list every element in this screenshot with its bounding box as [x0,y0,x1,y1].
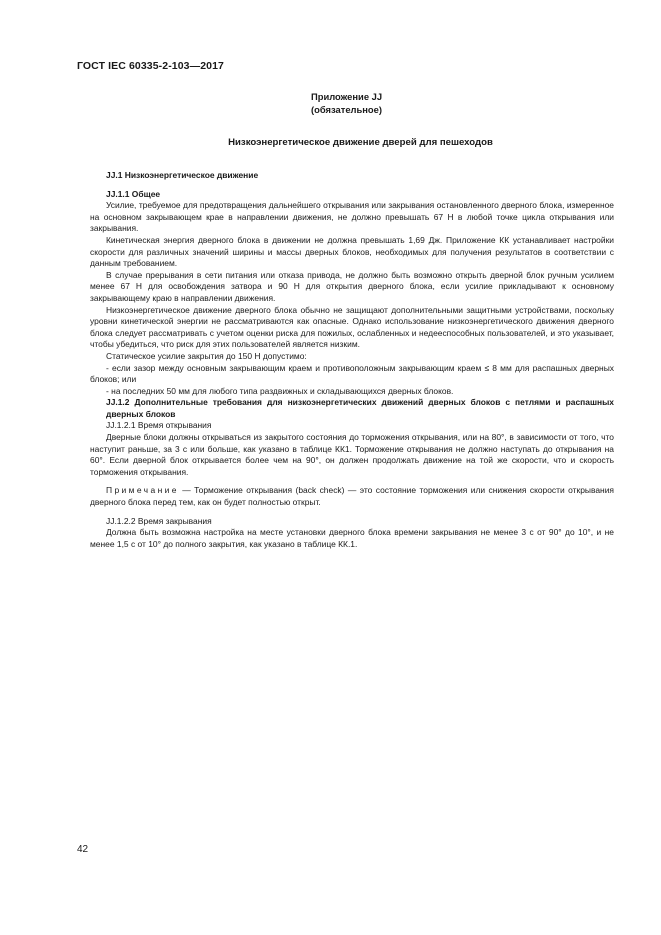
list-item: - если зазор между основным закрывающим краем и противоположным закрывающим краем ≤ 8 мм для распашных дверных блоков; или [90,362,614,385]
section-heading-jj121: JJ.1.2.1 Время открывания [106,420,212,431]
page-title: Низкоэнергетическое движение дверей для пешеходов [228,137,493,148]
paragraph: Низкоэнергетическое движение дверного блока обычно не защищают дополнительными защитными устройствами, поскольку уровни кинетической энергии не рассматриваются как опасные. Однако использование низкоэнергетического движения дверного блока следует рассматривать с учетом оценки риска для пожилых, ослабленных и недееспособных пользователей, и это указывает, чтобы убедиться, что риск для этих пользователей является низким. [90,304,614,350]
appendix-heading [311,90,382,116]
section-heading-jj122: JJ.1.2.2 Время закрывания [106,515,212,526]
appendix-title: Приложение JJ [311,91,383,102]
note [90,485,614,508]
page-number: 42 [77,844,89,855]
document-body [90,170,614,550]
appendix-status: (обязательное) [311,104,382,115]
section-heading-jj12: JJ.1.2 Дополнительные требования для низкоэнергетических движений дверных блоков с петлями и распашных дверных блоков [106,397,614,419]
paragraph: Дверные блоки должны открываться из закрытого состояния до торможения открывания, или на 80°, в зависимости от того, что наступит раньше, за 3 с или больше, как указано в таблице КК1. Торможение открывания не должно наступать до открывания на 60°. Если дверной блок открывается более чем на 90°, он должен продолжать движение на той же скорости, что и скорость торможения открывания. [90,432,614,477]
section-heading-jj11: JJ.1.1 Общее [106,188,161,199]
standard-header: ГОСТ IEC 60335-2-103—2017 [77,60,224,72]
section-heading-jj1: JJ.1 Низкоэнергетическое движение [106,170,259,180]
paragraph: Должна быть возможна настройка на месте установки дверного блока времени закрывания не менее 3 с от 90° до 10°, и не менее 1,5 с от 10° до полного закрытия, как указано в таблице КК.1. [90,527,614,549]
note-prefix: Примечание [106,485,179,496]
paragraph: Статическое усилие закрытия до 150 Н допустимо: [106,350,307,361]
list-item: - на последних 50 мм для любого типа раздвижных и складывающихся дверных блоков. [106,385,454,396]
paragraph: В случае прерывания в сети питания или отказа привода, не должно быть возможно открыть дверной блок ручным усилием менее 67 Н для освобождения затвора и 90 Н для открытия дверного блока, если усилие прикладывают к основному закрывающему краю в направлении движения. [90,269,614,303]
paragraph: Усилие, требуемое для предотвращения дальнейшего открывания или закрывания остановленного дверного блока, измеренное на основном закрывающем крае в направлении движения, не должно превышать 67 Н в любой точке цикла открывания или закрывания. [90,200,614,234]
note-text: — Торможение открывания (back check) — это состояние торможения или снижения скорости открывания дверного блока перед тем, как он будет полностью открыт. [90,485,614,508]
paragraph: Кинетическая энергия дверного блока в движении не должна превышать 1,69 Дж. Приложение КК устанавливает настройки скорости для различных значений ширины и массы дверных блоков, необходимых для получения результатов в соответствии с данным требованием. [90,234,614,269]
